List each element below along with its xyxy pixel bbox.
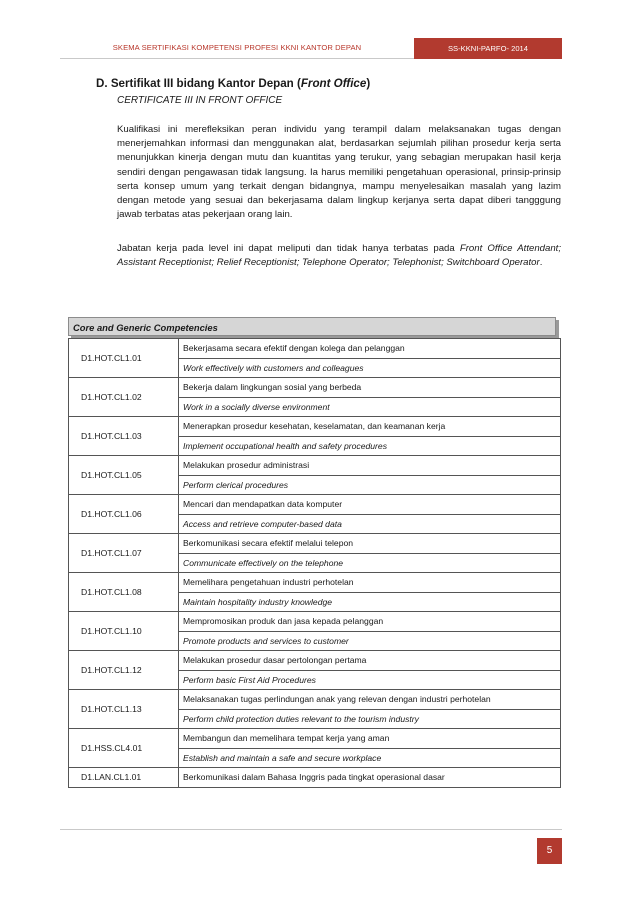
unit-title-en: Implement occupational health and safety procedures <box>179 436 561 456</box>
section-subtitle: CERTIFICATE III IN FRONT OFFICE <box>117 95 283 106</box>
table-row <box>69 729 561 749</box>
competency-table-title: Core and Generic Competencies <box>68 317 556 336</box>
unit-title-id: Mempromosikan produk dan jasa kepada pelanggan <box>179 612 561 632</box>
page-number: 5 <box>537 838 562 864</box>
unit-title-id: Melakukan prosedur dasar pertolongan pertama <box>179 651 561 671</box>
table-row <box>69 573 561 593</box>
unit-title-en: Promote products and services to customer <box>179 631 561 651</box>
unit-title-en: Perform clerical procedures <box>179 475 561 495</box>
table-row <box>69 339 561 359</box>
unit-code: D1.HOT.CL1.05 <box>69 456 179 495</box>
unit-code: D1.HOT.CL1.03 <box>69 417 179 456</box>
unit-code: D1.HOT.CL1.08 <box>69 573 179 612</box>
unit-code: D1.HOT.CL1.12 <box>69 651 179 690</box>
heading-suffix: ) <box>366 77 371 90</box>
job-roles-paragraph <box>117 242 561 270</box>
heading-prefix: D. Sertifikat III bidang Kantor Depan ( <box>96 77 301 90</box>
unit-title-id: Berkomunikasi secara efektif melalui telepon <box>179 534 561 554</box>
unit-title-en: Work effectively with customers and colleagues <box>179 358 561 378</box>
unit-code: D1.HOT.CL1.02 <box>69 378 179 417</box>
unit-title-en: Perform child protection duties relevant to the tourism industry <box>179 709 561 729</box>
job-roles-end: . <box>539 257 543 269</box>
unit-code: D1.LAN.CL1.01 <box>69 768 179 788</box>
unit-title-id: Melakukan prosedur administrasi <box>179 456 561 476</box>
unit-code: D1.HOT.CL1.10 <box>69 612 179 651</box>
unit-code: D1.HOT.CL1.13 <box>69 690 179 729</box>
unit-title-id: Bekerja dalam lingkungan sosial yang berbeda <box>179 378 561 398</box>
unit-title-id: Menerapkan prosedur kesehatan, keselamatan, dan keamanan kerja <box>179 417 561 437</box>
table-row <box>69 768 561 788</box>
unit-title-id: Berkomunikasi dalam Bahasa Inggris pada tingkat operasional dasar <box>179 768 561 788</box>
table-row <box>69 612 561 632</box>
footer-divider <box>60 829 562 830</box>
unit-title-en: Establish and maintain a safe and secure workplace <box>179 748 561 768</box>
unit-code: D1.HOT.CL1.07 <box>69 534 179 573</box>
unit-code: D1.HOT.CL1.01 <box>69 339 179 378</box>
unit-title-id: Melaksanakan tugas perlindungan anak yang relevan dengan industri perhotelan <box>179 690 561 710</box>
unit-title-id: Bekerjasama secara efektif dengan kolega dan pelanggan <box>179 339 561 359</box>
competency-table <box>68 338 561 788</box>
unit-title-id: Mencari dan mendapatkan data komputer <box>179 495 561 515</box>
unit-title-en: Perform basic First Aid Procedures <box>179 670 561 690</box>
unit-title-en: Communicate effectively on the telephone <box>179 553 561 573</box>
table-row <box>69 417 561 437</box>
section-heading <box>96 77 370 90</box>
job-roles-intro: Jabatan kerja pada level ini dapat meliputi dan tidak hanya terbatas pada <box>117 243 460 254</box>
page-header <box>60 38 562 59</box>
unit-title-en: Work in a socially diverse environment <box>179 397 561 417</box>
unit-title-id: Membangun dan memelihara tempat kerja yang aman <box>179 729 561 749</box>
unit-title-en: Maintain hospitality industry knowledge <box>179 592 561 612</box>
qualification-description: Kualifikasi ini merefleksikan peran individu yang terampil dalam melaksanakan tugas dengan menerjemahkan informasi dan menggunakan alat, berdasarkan sejumlah pilihan prosedur kerja serta menunjukkan kinerja dengan mutu dan kuantitas yang terukur, yang sebagian merupakan hasil kerja sendiri dengan pengawasan tidak langsung. Ia harus memiliki pengetahuan operasional, prinsip-prinsip serta konsep umum yang terkait dengan bidangnya, mampu menyelesaikan masalah yang lazim dengan metode yang sesuai dan bekerjasama dalam lingkup kerjanya serta dapat diberi tangggung jawab terbatas atas pekerjaan orang lain. <box>117 124 561 221</box>
unit-title-en: Access and retrieve computer-based data <box>179 514 561 534</box>
table-row <box>69 651 561 671</box>
heading-italic: Front Office <box>300 77 367 90</box>
unit-code: D1.HSS.CL4.01 <box>69 729 179 768</box>
table-row <box>69 690 561 710</box>
header-doc-code: SS-KKNI-PARFO- 2014 <box>414 38 562 59</box>
table-row <box>69 534 561 554</box>
job-roles-list: Front Office Attendant; Assistant Receptionist; Relief Receptionist; Telephone Operator; Telephonist; Switchboard Operator <box>117 243 562 269</box>
unit-code: D1.HOT.CL1.06 <box>69 495 179 534</box>
unit-title-id: Memelihara pengetahuan industri perhotelan <box>179 573 561 593</box>
table-row <box>69 495 561 515</box>
table-row <box>69 378 561 398</box>
table-row <box>69 456 561 476</box>
header-scheme-title: SKEMA SERTIFIKASI KOMPETENSI PROFESI KKNI KANTOR DEPAN <box>60 38 414 59</box>
